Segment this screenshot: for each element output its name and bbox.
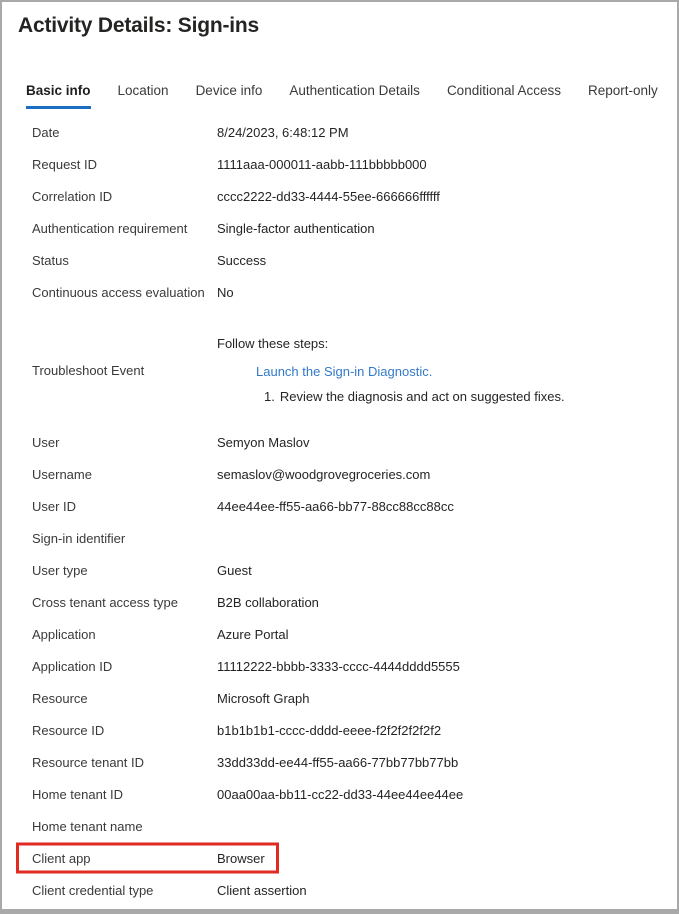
row-user (2, 426, 677, 458)
basic-info-rows (2, 116, 677, 906)
field-value: cccc2222-dd33-4444-55ee-666666ffffff (217, 188, 440, 204)
tab-authentication-details[interactable]: Authentication Details (289, 83, 420, 98)
field-value: 11112222-bbbb-3333-cccc-4444dddd5555 (217, 658, 460, 674)
tab-bar (26, 83, 677, 109)
field-value: 00aa00aa-bb11-cc22-dd33-44ee44ee44ee (217, 786, 464, 802)
field-label: Continuous access evaluation (32, 284, 205, 300)
tab-report-only[interactable]: Report-only (588, 83, 658, 98)
row-resource (2, 682, 677, 714)
field-label: Application (32, 626, 96, 642)
row-user-type (2, 554, 677, 586)
troubleshoot-intro: Follow these steps: (217, 336, 329, 351)
diagnostic-link-line (256, 364, 565, 379)
row-correlation-id (2, 180, 677, 212)
field-label: Sign-in identifier (32, 530, 126, 546)
row-date (2, 116, 677, 148)
row-status (2, 244, 677, 276)
row-client-credential-type (2, 874, 677, 906)
field-value: 44ee44ee-ff55-aa66-bb77-88cc88cc88cc (217, 498, 454, 514)
field-value: Success (217, 252, 267, 268)
field-label: Username (32, 466, 92, 482)
field-value: b1b1b1b1-cccc-dddd-eeee-f2f2f2f2f2f2 (217, 722, 442, 738)
tab-device-info[interactable]: Device info (195, 83, 263, 98)
row-continuous-access-evaluation (2, 276, 677, 308)
field-label: Resource tenant ID (32, 754, 145, 770)
field-label: Date (32, 124, 60, 140)
row-application (2, 618, 677, 650)
field-value: Guest (217, 562, 252, 578)
field-value: Client assertion (217, 882, 307, 898)
field-label: Home tenant ID (32, 786, 124, 802)
page-title: Activity Details: Sign-ins (18, 14, 260, 37)
row-cross-tenant-access-type (2, 586, 677, 618)
field-value: 33dd33dd-ee44-ff55-aa66-77bb77bb77bb (217, 754, 459, 770)
tab-location[interactable]: Location (117, 83, 169, 98)
field-label: Cross tenant access type (32, 594, 178, 610)
row-resource-tenant-id (2, 746, 677, 778)
user-link[interactable]: Semyon Maslov (217, 434, 310, 450)
row-authentication-requirement (2, 212, 677, 244)
field-value: No (217, 284, 234, 300)
field-label: Home tenant name (32, 818, 143, 834)
field-value: B2B collaboration (217, 594, 319, 610)
field-value: Single-factor authentication (217, 220, 375, 236)
field-value: 8/24/2023, 6:48:12 PM (217, 124, 349, 140)
field-value: Microsoft Graph (217, 690, 310, 706)
field-value: Azure Portal (217, 626, 289, 642)
row-home-tenant-id (2, 778, 677, 810)
row-home-tenant-name (2, 810, 677, 842)
troubleshoot-step-1 (264, 389, 565, 404)
field-label: Resource (32, 690, 88, 706)
row-username (2, 458, 677, 490)
field-label: Resource ID (32, 722, 105, 738)
tab-basic-info[interactable]: Basic info (26, 83, 91, 109)
step-number: 1. (264, 389, 275, 404)
field-label: User ID (32, 498, 77, 514)
troubleshoot-steps (217, 336, 565, 404)
field-value: 1111aaa-000011-aabb-111bbbbb000 (217, 156, 427, 172)
field-label: Troubleshoot Event (32, 362, 145, 378)
row-resource-id (2, 714, 677, 746)
row-user-id (2, 490, 677, 522)
row-request-id (2, 148, 677, 180)
step-text: Review the diagnosis and act on suggested fixes. (279, 389, 565, 404)
field-label: Client credential type (32, 882, 154, 898)
field-value: semaslov@woodgrovegroceries.com (217, 466, 431, 482)
field-label: Application ID (32, 658, 113, 674)
tab-conditional-access[interactable]: Conditional Access (446, 83, 562, 98)
field-label: Request ID (32, 156, 98, 172)
row-sign-in-identifier (2, 522, 677, 554)
row-application-id (2, 650, 677, 682)
field-value: Browser (217, 850, 265, 866)
field-label: User (32, 434, 60, 450)
field-label: Client app (32, 850, 91, 866)
sign-in-diagnostic-link[interactable]: Launch the Sign-in Diagnostic. (256, 364, 433, 379)
field-label: Correlation ID (32, 188, 113, 204)
field-label: Status (32, 252, 69, 268)
field-label: User type (32, 562, 88, 578)
row-troubleshoot-event (2, 336, 677, 404)
row-client-app (2, 842, 677, 874)
field-label: Authentication requirement (32, 220, 188, 236)
